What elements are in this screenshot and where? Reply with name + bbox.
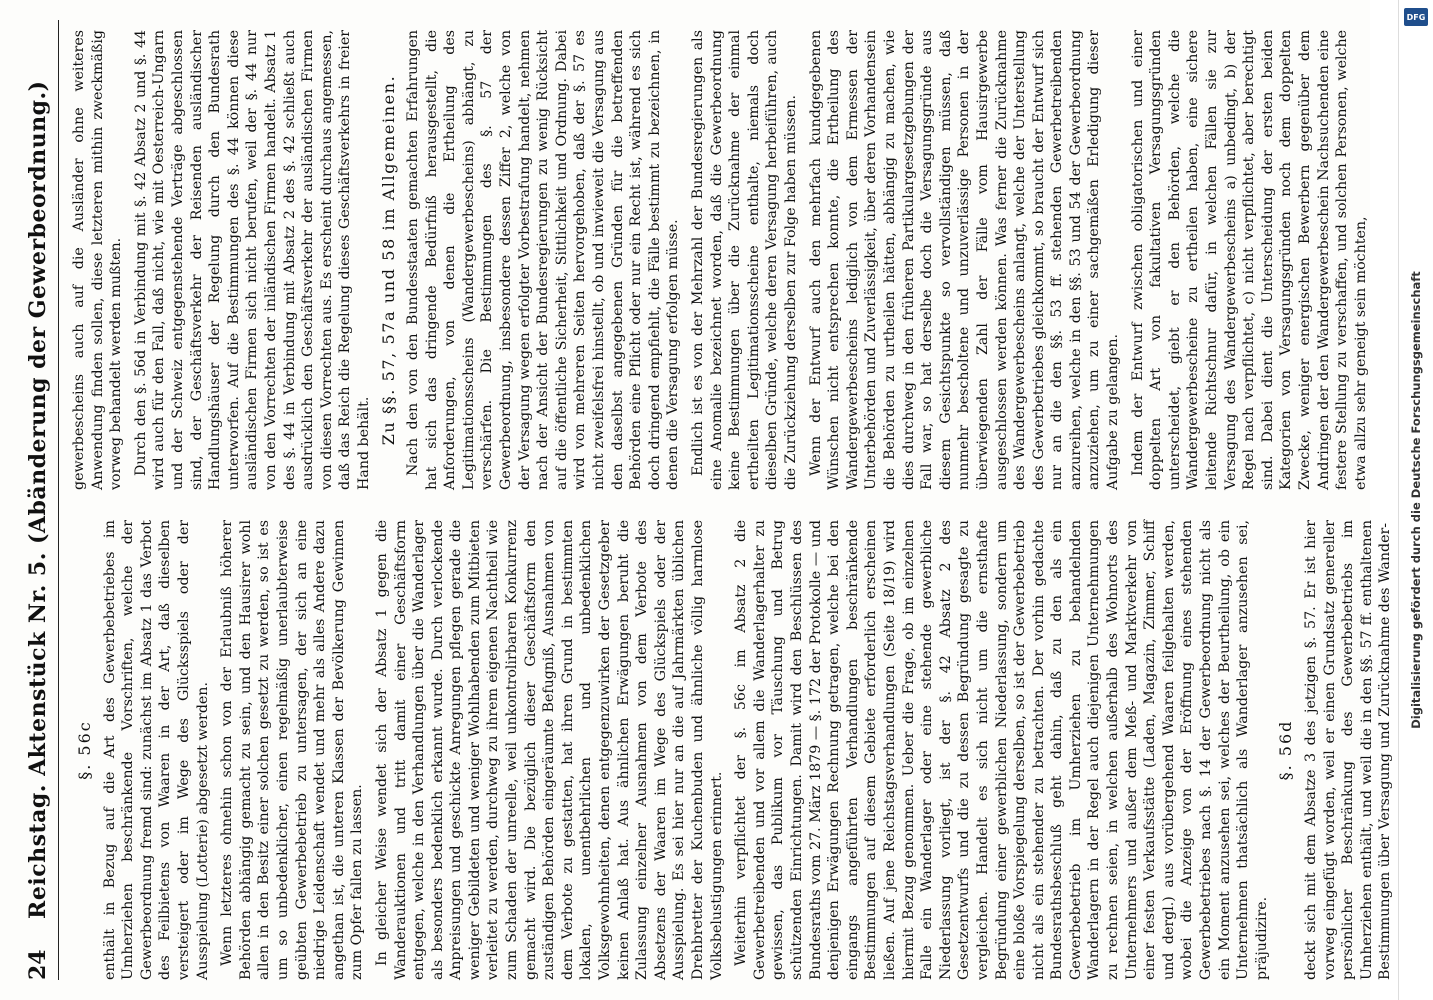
right-column	[70, 30, 1369, 490]
page-number: 24	[25, 949, 51, 980]
section-heading: §. 56c	[75, 720, 94, 780]
section-heading: §. 56d	[1276, 719, 1296, 781]
section-heading: Zu §§. 57, 57a und 58 im Allgemeinen.	[378, 74, 398, 446]
left-column	[70, 520, 1394, 980]
paragraph: gewerbescheins auch auf die Ausländer ohne weiteres Anwendung finden sollen, diese letzteren mithin zweckmäßig vorweg behandelt werden mußten.	[71, 30, 125, 490]
paragraph: Nach den von den Bundesstaaten gemachten Erfahrungen hat sich das dringende Bedürfniß herausgestellt, die Anforderungen, von denen die Ertheilung des Legitimationsscheins (Wandergewerbescheins) abhängt, zu verschärfen. Die Bestimmungen des §. 57 der Gewerbeordnung, insbesondere dessen Ziffer 2, welche von der Versagung wegen erfolgter Vorbestrafung handelt, nehmen nach der Ansicht der Bundesregierungen zu wenig Rücksicht auf die öffentliche Sicherheit, Sittlichkeit und Ordnung. Dabei wird von mehreren Seiten hervorgehoben, daß der §. 57 es nicht zweifelsfrei hinstellt, ob und inwieweit die Versagung aus den daselbst angegebenen Gründen für die betreffenden Behörden eine Pflicht oder nur ein Recht ist, während es sich doch dringend empfiehlt, die Fälle bestimmt zu bezeichnen, in denen die Versagung erfolgen müsse.	[405, 30, 682, 490]
paragraph: Wenn der Entwurf auch den mehrfach kundgegebenen Wünschen nicht entsprechen konnte, die Ertheilung des Wandergewerbescheins lediglich von dem Ermessen der Unterbehörden und Zuverlässigkeit, über deren Vorhandensein die Behörden zu urtheilen hätten, abhängig zu machen, wie dies durchweg in den früheren Partikulargesetzgebungen der Fall war, so hat derselbe doch die Versagungsgründe aus diesem Gesichtspunkte so vervollständigen müssen, daß nunmehr bescholtene und unzuverlässige Personen in der überwiegenden Zahl der Fälle vom Hausirgewerbe ausgeschlossen werden können. Was ferner die Zurücknahme des Wandergewerbescheins anlangt, welche der Unterstellung des Gewerbetriebes gleichkommt, so braucht der Entwurf sich nur an die den §§. 53 ff. stehenden Gewerbetreibenden anzureihen, welche in den §§. 53 und 54 der Gewerbeordnung anzuziehen, um zu einer sachgemäßen Erledigung dieser Aufgabe zu gelangen.	[807, 30, 1122, 490]
paragraph: deckt sich mit dem Absatze 3 des jetzigen §. 57. Er ist hier vorweg eingefügt worden, weil er einen Grundsatz genereller persönlicher Beschränkung des Gewerbebetriebs im Umherziehen enthält, und weil die in den §§. 57 ff. enthaltenen Bestimmungen über Versagung und Zurücknahme des Wander-	[1303, 520, 1394, 980]
paragraph: Endlich ist es von der Mehrzahl der Bundesregierungen als eine Anomalie bezeichnet worden, daß die Gewerbeordnung keine Bestimmungen über die Zurücknahme der einmal ertheilten Legitimationsscheine enthalte, niemals doch dieselben Gründe, welche deren Versagung herbeiführen, auch die Zurückziehung derselben zur Folge haben müssen.	[690, 30, 799, 490]
page-title: Reichstag. Aktenstück Nr. 5. (Abänderung der Gewerbeordnung.)	[25, 80, 51, 919]
paragraph: Wenn letzteres ohnehin schon von der Erlaubniß höherer Behörden abhängig gemacht zu sein, und den Hausirer wohl allen in den Besitz einer solchen gesetzt zu werden, so ist es um so unbedenklicher, einen regelmäßig unerlaubterweise geübten Gewerbebetrieb zu untersagen, der sich an eine niedrige Leidenschaft wendet und mehr als alles Andere dazu angethan ist, die unteren Klassen der Bevölkerung Gewinnen zum Opfer fallen zu lassen.	[219, 520, 366, 980]
paragraph: enthält in Bezug auf die Art des Gewerbebetriebes im Umherziehen beschränkende Vorschriften, welche der Gewerbeordnung fremd sind: zunächst im Absatz 1 das Verbot des Feilbietens von Waaren in der Art, daß dieselben versteigert oder im Wege des Glücksspiels oder der Ausspielung (Lotterie) abgesetzt werden.	[101, 520, 211, 980]
paragraph: In gleicher Weise wendet sich der Absatz 1 gegen die Wanderauktionen und tritt damit einer Geschäftsform entgegen, welche in den Verhandlungen über die Wanderlager als besonders bedenklich erkannt wurde. Durch verlockende Anpreisungen und geschickte Anregungen pflegen gerade die weniger Gebildeten und weniger Wohlhabenden zum Mitbieten verleitet zu werden, durchweg zu ihrem eigenen Nachtheil wie zum Schaden der unreelle, weil unkontrolirbaren Konkurrenz gemacht wird. Die bezüglich dieser Geschäftsform den zuständigen Behörden eingeräumte Befugniß, Ausnahmen von dem Verbote zu gestatten, hat ihren Grund in bestimmten lokalen, unentbehrlichen und unbedenklichen Volksgewohnheiten, denen entgegenzuwirken der Gesetzgeber keinen Anlaß hat. Aus ähnlichen Erwägungen beruht die Zulassung einzelner Ausnahmen von dem Verbote des Absetzens der Waaren im Wege des Glückspiels oder der Ausspielung. Es sei hier nur an die auf Jahrmärkten üblichen Drehbretter der Kuchenbuden und ähnliche völlig harmlose Volksbelustigungen erinnert.	[373, 520, 725, 980]
paragraph: Durch den §. 56d in Verbindung mit §. 42 Absatz 2 und §. 44 wird auch für den Fall, daß nicht, wie mit Oesterreich-Ungarn und der Schweiz entgegenstehende Verträge abgeschlossen sind, der Geschäftsverkehr der Reisenden ausländischer Handlungshäuser der Regelung durch den Bundesrath unterworfen. Auf die Bestimmungen des §. 44 können diese ausländischen Firmen sich nicht berufen, weil der §. 44 nur von den Vorrechten der inländischen Firmen handelt. Absatz 1 des §. 44 in Verbindung mit Absatz 2 des §. 42 schließt auch ausdrücklich den Geschäftsverkehr der ausländischen Firmen von diesen Vorrechten aus. Es erscheint durchaus angemessen, daß das Reich die Regelung dieses Geschäftsverkehrs in freier Hand behält.	[132, 30, 372, 490]
paragraph: Indem der Entwurf zwischen obligatorischen und einer doppelten Art von fakultativen Versagungsgründen unterscheidet, giebt er den Behörden, welche die Wandergewerbescheine zu ertheilen haben, eine sichere leitende Richtschnur dafür, in welchen Fällen sie zur Versagung des Wandergewerbescheins a) unbedingt, b) der Regel nach verpflichtet, c) nicht verpflichtet, aber berechtigt sind. Dabei dient die Unterscheidung der ersten beiden Kategorien von Versagungsgründen noch dem doppelten Zwecke, weniger energischen Bewerbern gegenüber dem Andringen der den Wandergewerbeschein Nachsuchenden eine festere Stellung zu verschaffen, und solchen Personen, welche etwa allzu sehr geneigt sein möchten,	[1129, 30, 1369, 490]
digitization-credit: Digitalisierung gefördert durch die Deutsche Forschungsgemeinschaft	[1409, 271, 1423, 729]
paragraph: Weiterhin verpflichtet der §. 56c im Absatz 2 die Gewerbetreibenden und vor allem die Wanderlagerhalter zu gewissen, das Publikum vor Täuschung und Betrug schützenden Einrichtungen. Damit wird den Beschlüssen des Bundesraths vom 27. März 1879 — §. 172 der Protokolle — und denjenigen Erwägungen Rechnung getragen, welche bei den eingangs angeführten Verhandlungen beschränkende Bestimmungen auf diesem Gebiete erforderlich erscheinen ließen. Auf jene Reichstagsverhandlungen (Seite 18/19) wird hiermit Bezug genommen. Ueber die Frage, ob im einzelnen Falle ein Wanderlager oder eine stehende gewerbliche Niederlassung vorliegt, ist der §. 42 Absatz 2 des Gesetzentwurfs und die zu dessen Begründung gesagte zu vergleichen. Handelt es sich nicht um die ernsthafte Begründung einer gewerblichen Niederlassung, sondern um eine bloße Vorspiegelung derselben, so ist der Gewerbebetrieb nicht als ein stehender zu betrachten. Der vorhin gedachte Bundesrathsbeschluß geht dahin, daß zu den als ein Gewerbebetrieb im Umherziehen zu behandelnden Wanderlagern in der Regel auch diejenigen Unternehmungen zu rechnen seien, in welchen außerhalb des Wohnorts des Unternehmers und außer dem Meß- und Marktverkehr von einer festen Verkaufsstätte (Laden, Magazin, Zimmer, Schiff und dergl.) aus vorübergehend Waaren feilgehalten werden, wobei die Anzeige von der Eröffnung eines stehenden Gewerbebetriebes nach §. 14 der Gewerbeordnung nicht als ein Moment anzusehen sei, welches der Beurtheilung, ob ein Unternehmen thatsächlich als Wanderlager anzusehen sei, präjudizire.	[733, 520, 1270, 980]
page-header	[18, 20, 59, 980]
dfg-logo: DFG	[1404, 8, 1428, 26]
digitization-sidebar	[1398, 0, 1433, 1000]
